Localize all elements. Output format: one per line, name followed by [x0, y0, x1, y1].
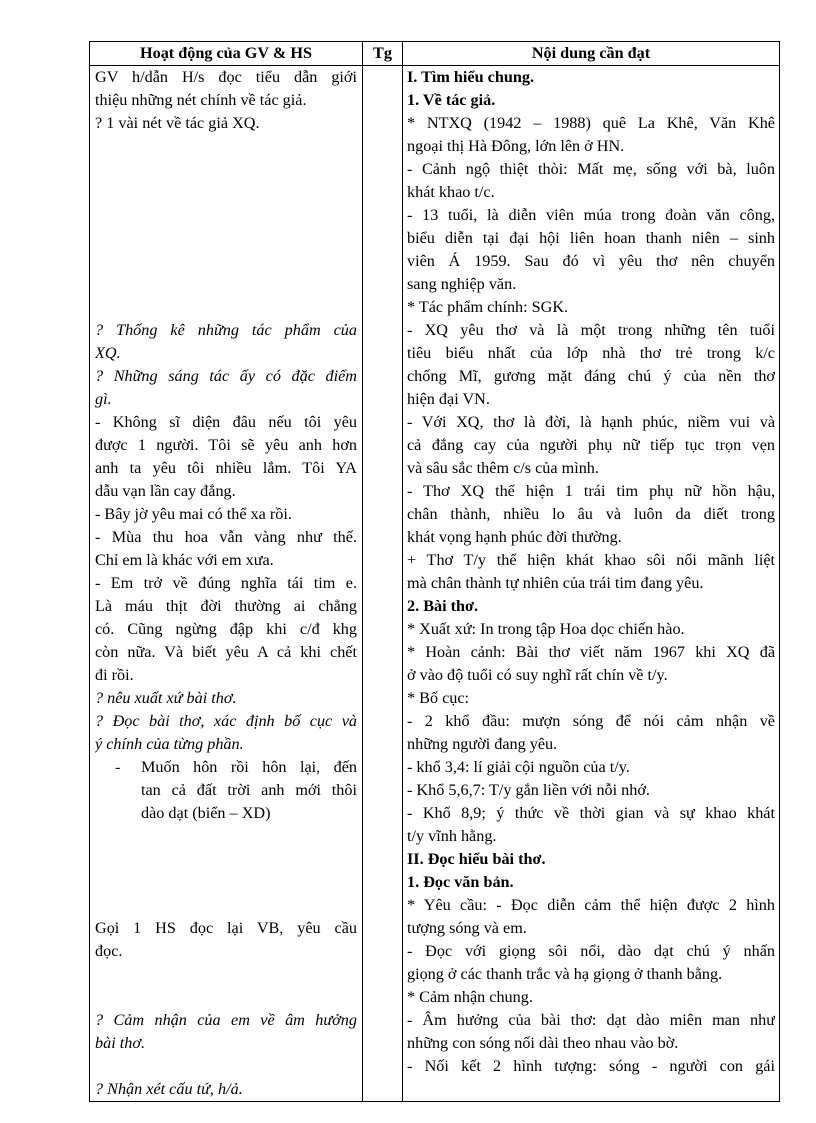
- header-activities: Hoạt động của GV & HS: [90, 42, 363, 66]
- left-line: ? nêu xuất xứ bài thơ.: [95, 689, 237, 707]
- right-line: - khổ 3,4: lí giải cội nguồn của t/y.: [407, 758, 630, 776]
- left-line: - Mùa thu hoa vẫn vàng như thế.: [95, 528, 357, 546]
- right-line: biểu diễn tại đại hội liên hoan thanh niên – sinh: [407, 229, 775, 247]
- left-line: ? Những sáng tác ấy có đặc điểm: [95, 367, 357, 385]
- poem-bullet: [95, 756, 357, 825]
- left-line: GV h/dẫn H/s đọc tiểu dẫn giới: [95, 68, 357, 86]
- left-line: đi rồi.: [95, 666, 134, 684]
- right-line: những con sóng nối dài theo nhau vào bờ.: [407, 1034, 679, 1052]
- left-line: Là máu thịt đời thường ai chẳng: [95, 597, 357, 615]
- left-line: được 1 người. Tôi sẽ yêu anh hơn: [95, 436, 357, 454]
- right-line: viên Á 1959. Sau đó vì yêu thơ nên chuyển: [407, 252, 775, 270]
- left-line: còn nữa. Và biết yêu A cả khi chết: [95, 643, 357, 661]
- left-line: XQ.: [95, 344, 121, 362]
- left-line: ? Cảm nhận của em về âm hưởng: [95, 1011, 357, 1029]
- left-line: ? Thống kê những tác phẩm của: [95, 321, 357, 339]
- subsection-heading: 2. Bài thơ.: [407, 597, 479, 615]
- right-line: và sâu sắc thêm c/s của mình.: [407, 459, 599, 477]
- right-line: những người đang yêu.: [407, 735, 558, 753]
- left-line: gì.: [95, 390, 112, 408]
- left-line: Gọi 1 HS đọc lại VB, yêu cầu: [95, 919, 357, 937]
- right-line: tượng sóng và em.: [407, 919, 527, 937]
- left-line: ? Nhận xét cấu tứ, h/ả.: [95, 1080, 243, 1098]
- left-line: - Không sĩ diện đâu nếu tôi yêu: [95, 413, 357, 431]
- body-row: [90, 66, 780, 1102]
- left-line: bài thơ.: [95, 1034, 146, 1052]
- right-line: - Với XQ, thơ là đời, là hạnh phúc, niềm vui và: [407, 413, 775, 431]
- right-line: ở vào độ tuổi có suy nghĩ rất chín về t/y.: [407, 666, 668, 684]
- right-line: * NTXQ (1942 – 1988) quê La Khê, Văn Khê: [407, 114, 775, 132]
- left-line: Muốn hôn rồi hôn lại, đến: [141, 758, 357, 776]
- right-line: khát khao t/c.: [407, 183, 495, 201]
- left-line: có. Cũng ngừng đập khi c/đ khg: [95, 620, 357, 638]
- left-line: - Bây jờ yêu mai có thể xa rồi.: [95, 505, 292, 523]
- right-line: + Thơ T/y thể hiện khát khao sôi nổi mãnh liệt: [407, 551, 775, 569]
- right-line: - Khổ 5,6,7: T/y gắn liền với nỗi nhớ.: [407, 781, 650, 799]
- left-line: ? 1 vài nét về tác giả XQ.: [95, 114, 260, 132]
- right-line: * Tác phẩm chính: SGK.: [407, 298, 569, 316]
- subsection-heading: 1. Về tác giả.: [407, 91, 496, 109]
- left-line: ? Đọc bài thơ, xác định bố cục và: [95, 712, 357, 730]
- right-line: - Đọc với giọng sôi nổi, dào dạt chú ý nhấn: [407, 942, 775, 960]
- left-line: dào dạt (biển – XD): [141, 804, 271, 822]
- right-line: t/y vĩnh hằng.: [407, 827, 497, 845]
- content-cell: [403, 66, 780, 1102]
- right-line: - Nối kết 2 hình tượng: sóng - người con gái: [407, 1057, 775, 1075]
- right-line: * Hoàn cảnh: Bài thơ viết năm 1967 khi XQ đã: [407, 643, 775, 661]
- right-line: - Khổ 8,9; ý thức về thời gian và sự khao khát: [407, 804, 775, 822]
- right-line: - 2 khổ đầu: mượn sóng để nói cảm nhận về: [407, 712, 775, 730]
- right-line: - 13 tuổi, là diễn viên múa trong đoàn văn công,: [407, 206, 775, 224]
- right-line: chân thành, nhiều lo âu và luôn da diết trong: [407, 505, 775, 523]
- section-heading: I. Tìm hiểu chung.: [407, 68, 534, 86]
- right-line: hiện đại VN.: [407, 390, 490, 408]
- section-heading: II. Đọc hiểu bài thơ.: [407, 850, 546, 868]
- left-line: đọc.: [95, 942, 123, 960]
- right-line: * Cảm nhận chung.: [407, 988, 533, 1006]
- left-line: anh ta yêu tôi nhiều lắm. Tôi YA: [95, 459, 357, 477]
- left-line: dẫu vạn lần cay đắng.: [95, 482, 236, 500]
- time-cell: [363, 66, 403, 1102]
- bullet-mark: -: [115, 758, 121, 776]
- header-content: Nội dung cần đạt: [403, 42, 780, 66]
- right-line: - XQ yêu thơ và là một trong những tên tuổi: [407, 321, 775, 339]
- header-row: [90, 42, 780, 66]
- left-line: - Em trở về đúng nghĩa tái tim e.: [95, 574, 357, 592]
- right-line: - Cảnh ngộ thiệt thòi: Mất mẹ, sống với bà, luôn: [407, 160, 775, 178]
- right-line: * Bố cục:: [407, 689, 470, 707]
- left-line: ý chính của từng phần.: [95, 735, 244, 753]
- activities-cell: [90, 66, 363, 1102]
- right-line: giọng ở các thanh trắc và hạ giọng ở thanh bằng.: [407, 965, 723, 983]
- right-line: - Âm hưởng của bài thơ: dạt dào miên man như: [407, 1011, 775, 1029]
- right-line: tiêu biểu nhất của lớp nhà thơ trẻ trong k/c: [407, 344, 775, 362]
- left-line: thiệu những nét chính về tác giả.: [95, 91, 307, 109]
- right-line: - Thơ XQ thể hiện 1 trái tim phụ nữ hồn hậu,: [407, 482, 775, 500]
- right-line: * Yêu cầu: - Đọc diễn cảm thể hiện được 2 hình: [407, 896, 775, 914]
- right-line: ngoại thị Hà Đông, lớn lên ở HN.: [407, 137, 625, 155]
- subsection-heading: 1. Đọc văn bản.: [407, 873, 514, 891]
- right-line: chống Mĩ, gương mặt đáng chú ý của nền thơ: [407, 367, 775, 385]
- left-line: tan cả đất trời anh mới thôi: [141, 781, 357, 799]
- lesson-plan-table: [89, 41, 780, 1102]
- left-line: Chỉ em là khác với em xưa.: [95, 551, 274, 569]
- header-time: Tg: [363, 42, 403, 66]
- right-line: * Xuất xứ: In trong tập Hoa dọc chiến hào.: [407, 620, 685, 638]
- right-line: mà chân thành tự nhiên của trái tim đang yêu.: [407, 574, 704, 592]
- right-line: sang nghiệp văn.: [407, 275, 517, 293]
- right-line: khát vọng hạnh phúc đời thường.: [407, 528, 622, 546]
- right-line: cả đắng cay của người phụ nữ tiếp tục trọn vẹn: [407, 436, 775, 454]
